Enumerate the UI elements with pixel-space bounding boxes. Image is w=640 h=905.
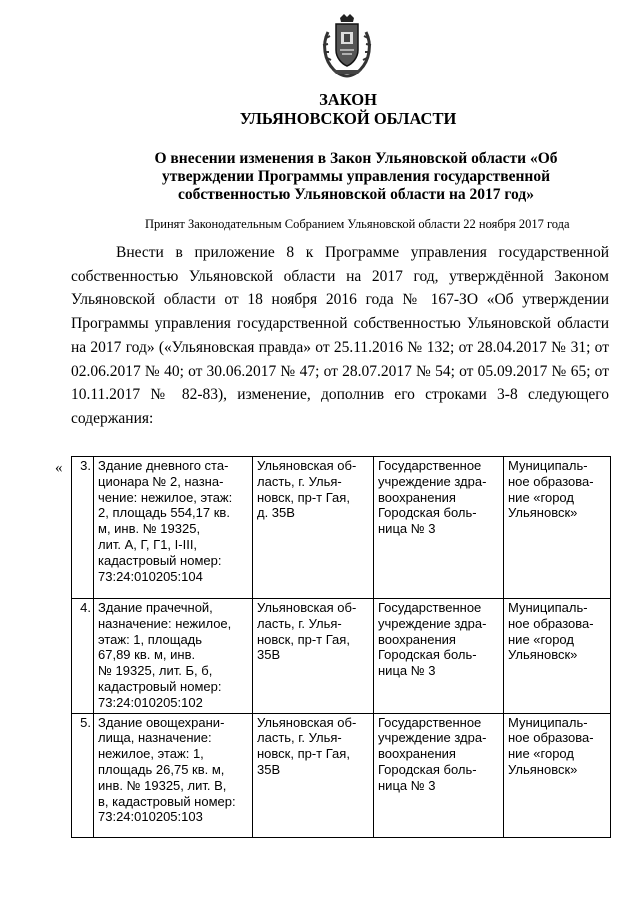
intro-paragraph <box>71 241 609 431</box>
row-number: 5. <box>72 713 94 837</box>
recipient-name: Муниципаль- ное образова- ние «город Ульяновск» <box>504 457 611 599</box>
coat-of-arms-icon <box>318 14 376 78</box>
holder-name: Государственное учреждение здра- воохранения Городская боль- ница № 3 <box>374 713 504 837</box>
table-row <box>72 713 611 837</box>
row-number: 3. <box>72 457 94 599</box>
object-description: Здание прачечной, назначение: нежилое, этаж: 1, площадь 67,89 кв. м, инв. № 19325, лит. Б, б, кадастровый номер: 73:24:010205:102 <box>94 599 253 714</box>
table-row <box>72 599 611 714</box>
object-description: Здание овощехрани- лища, назначение: нежилое, этаж: 1, площадь 26,75 кв. м, инв. № 19325, лит. В, в, кадастровый номер: 73:24:010205:103 <box>94 713 253 837</box>
recipient-name: Муниципаль- ное образова- ние «город Ульяновск» <box>504 599 611 714</box>
table-row <box>72 457 611 599</box>
object-description: Здание дневного ста- ционара № 2, назна- чение: нежилое, этаж: 2, площадь 554,17 кв. м, инв. № 19325, лит. А, Г, Г1, I-III, кадастровый номер: 73:24:010205:104 <box>94 457 253 599</box>
intro-text: Внести в приложение 8 к Программе управления государственной собственностью Ульяновской области на 2017 год, утверждённой Законом Ульяновской области от 18 ноября 2016 года № 167-ЗО «Об утверждении Программы управления государственной собственностью Ульяновской области на 2017 год» («Ульяновская правда» от 25.11.2016 № 132; от 28.04.2017 № 31; от 02.06.2017 № 40; от 30.06.2017 № 47; от 28.07.2017 № 54; от 05.09.2017 № 65; от 10.11.2017 № 82-83), изменение, дополнив его строками 3-8 следующего содержания: <box>71 244 609 427</box>
law-subtitle: О внесении изменения в Закон Ульяновской области «Об утверждении Программы управления государственной собственностью Ульяновской области на 2017 год» <box>154 150 558 203</box>
law-region: УЛЬЯНОВСКОЙ ОБЛАСТИ <box>239 109 457 128</box>
row-number: 4. <box>72 599 94 714</box>
open-quote: « <box>55 460 63 476</box>
object-address: Ульяновская об- ласть, г. Улья- новск, пр-т Гая, 35В <box>253 713 374 837</box>
holder-name: Государственное учреждение здра- воохранения Городская боль- ница № 3 <box>374 457 504 599</box>
law-title: ЗАКОН <box>319 90 377 109</box>
object-address: Ульяновская об- ласть, г. Улья- новск, пр-т Гая, 35В <box>253 599 374 714</box>
object-address: Ульяновская об- ласть, г. Улья- новск, пр-т Гая, д. 35В <box>253 457 374 599</box>
property-table <box>71 456 611 838</box>
adoption-note: Принят Законодательным Собранием Ульяновской области 22 ноября 2017 года <box>145 217 570 231</box>
holder-name: Государственное учреждение здра- воохранения Городская боль- ница № 3 <box>374 599 504 714</box>
recipient-name: Муниципаль- ное образова- ние «город Ульяновск» <box>504 713 611 837</box>
